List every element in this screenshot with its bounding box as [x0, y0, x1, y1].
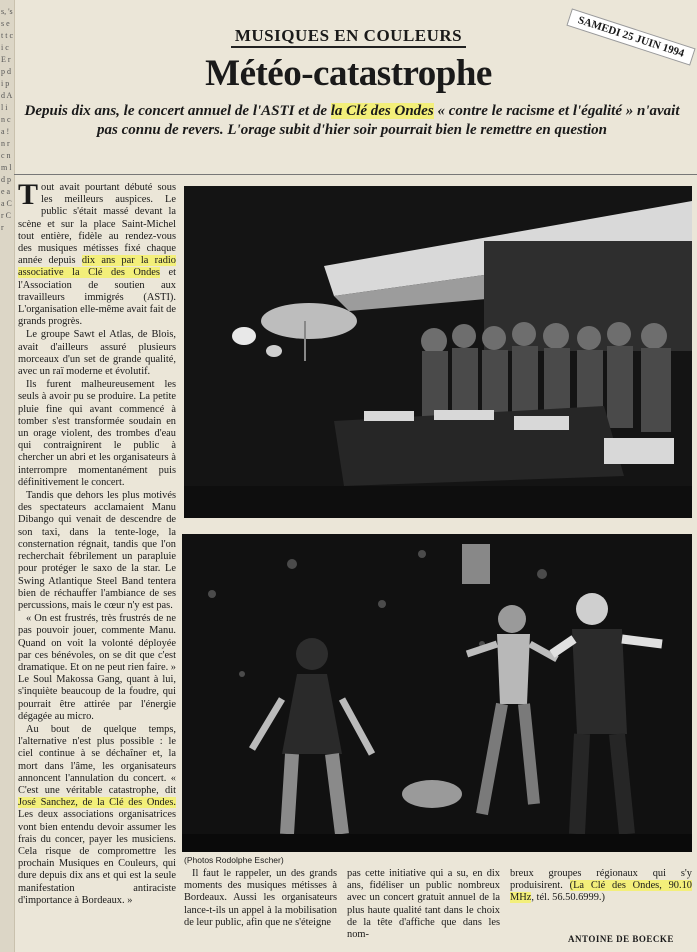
paragraph-1 [18, 182, 176, 328]
article-column-left [18, 182, 176, 942]
date-stamp: SAMEDI 25 JUIN 1994 [566, 8, 695, 65]
photo-dancers-illustration [182, 534, 692, 852]
paragraph-1-highlight: dix ans par la radio associative la Clé des Ondes [18, 255, 176, 279]
paragraph-3: Ils furent malheureusement les seuls à avoir pu se produire. La petite pluie fine qui avant commencé à tomber s'est transformée soudain en un orage violent, des trombes d'eau qui contraignirent le public à chercher un abri et les organisateurs à interrompre momentanément puis définitivement le concert. [18, 379, 176, 488]
bottom-column-3 [510, 868, 692, 906]
bottom-column-3-text-a: breux groupes régionaux qui s'y produisirent. [510, 868, 692, 892]
photo-credit: (Photos Rodolphe Escher) [184, 855, 284, 865]
photo-crowd-under-tent [184, 186, 692, 518]
author-byline: ANTOINE DE BOECKE [568, 934, 674, 944]
header-rule [14, 174, 697, 175]
paragraph-6-text-b: Les deux associations organisatrices vont bien entendu devoir assumer les frais du concer, payer les musiciens. Cela risque de compromettre les prochain Musiques en Couleurs, qui dure depuis dix ans et qui est la seule manifestation antiraciste d'importance à Bordeaux. » [18, 809, 176, 906]
paragraph-6 [18, 724, 176, 907]
bottom-column-2 [347, 868, 500, 942]
deck-highlight: la Clé des Ondes [330, 103, 434, 119]
adjacent-page-edge [0, 0, 15, 952]
bottom-column-1 [184, 868, 337, 930]
bottom-column-3-highlight: (La Clé des Ondes, 90.10 MHz [510, 880, 692, 904]
photo-crowd-illustration [184, 186, 692, 518]
deck-subheading [14, 102, 690, 140]
headline: Météo-catastrophe [205, 53, 492, 94]
paragraph-1-text-b: et l'Association de soutien aux travailleurs immigrés (ASTI). L'organisation elle-même avait fait de grands progrès. [18, 267, 176, 328]
paragraph-1-text-a: out avait pourtant débuté sous les meilleurs auspices. Le public s'était massé devant la scène et sur la place Saint-Michel tout entière, fidèle au rendez-vous des musiques métisses fixé chaque année depuis [18, 182, 176, 267]
bottom-column-3-text [510, 868, 692, 905]
deck-part1: Depuis dix ans, le concert annuel de l'ASTI et de [24, 103, 331, 119]
photo-dancers-in-rain [182, 534, 692, 852]
deck-part2: « contre le racisme et l'égalité » n'avait pas connu de revers. L'orage subit d'hier soir pourrait bien le remettre en question [96, 103, 680, 138]
paragraph-6-text-a: Au bout de quelque temps, l'alternative n'est plus possible : le ciel continue à se déchaîner et, la mort dans l'âme, les organisateurs annoncent l'annulation du concert. « C'est une véritable catastrophe, dit [18, 723, 176, 796]
bottom-column-2-text: pas cette initiative qui a su, en dix ans, fidéliser un public nombreux avec un concert gratuit annuel de la plus haute qualité tant dans le choix de la tête d'affiche que dans les nom- [347, 868, 500, 941]
dropcap: T [18, 182, 39, 211]
bottom-column-1-text: Il faut le rappeler, un des grands moments des musiques métisses à Bordeaux. Aussi les organisateurs lance-t-ils un appel à la mobilisation de leur public, afin que ne s'éteigne [184, 868, 337, 928]
bottom-column-3-text-b: , tél. 56.50.6999.) [531, 892, 605, 904]
paragraph-6-highlight: José Sanchez, de la Clé des Ondes. [18, 797, 176, 809]
kicker-text: MUSIQUES EN COULEURS [231, 26, 466, 48]
adjacent-page-fragments: s, 's s e t t c i c E r p d i p d A l i n c a ! n r c n m l d p e a a C r C r [1, 7, 13, 232]
paragraph-4: Tandis que dehors les plus motivés des spectateurs acclamaient Manu Dibango qui venait de descendre de son taxi, dans la tente-loge, la consternation régnait, tandis que l'on recherchait fébrilement un parapluie pour protéger le saxo de la star. Le Swing Atlantique Steel Band tentera bien de réchauffer l'ambiance de ses percussions, mais le cœur n'y est pas. [18, 490, 176, 611]
paragraph-5: « On est frustrés, très frustrés de ne pas pouvoir jouer, commente Manu. Quand on voit la volonté déployée par ces bénévoles, on se dit que c'est dramatique. Et on ne peut rien faire. » Le Soul Makossa Gang, quant à lui, s'inquiète beaucoup de la foudre, qui pourrait être attirée par l'énergie dégagée au micro. [18, 613, 176, 722]
paragraph-2: Le groupe Sawt el Atlas, de Blois, avait d'ailleurs assuré plusieurs morceaux d'un set de grande qualité, avec un raï moderne et évolutif. [18, 329, 176, 378]
